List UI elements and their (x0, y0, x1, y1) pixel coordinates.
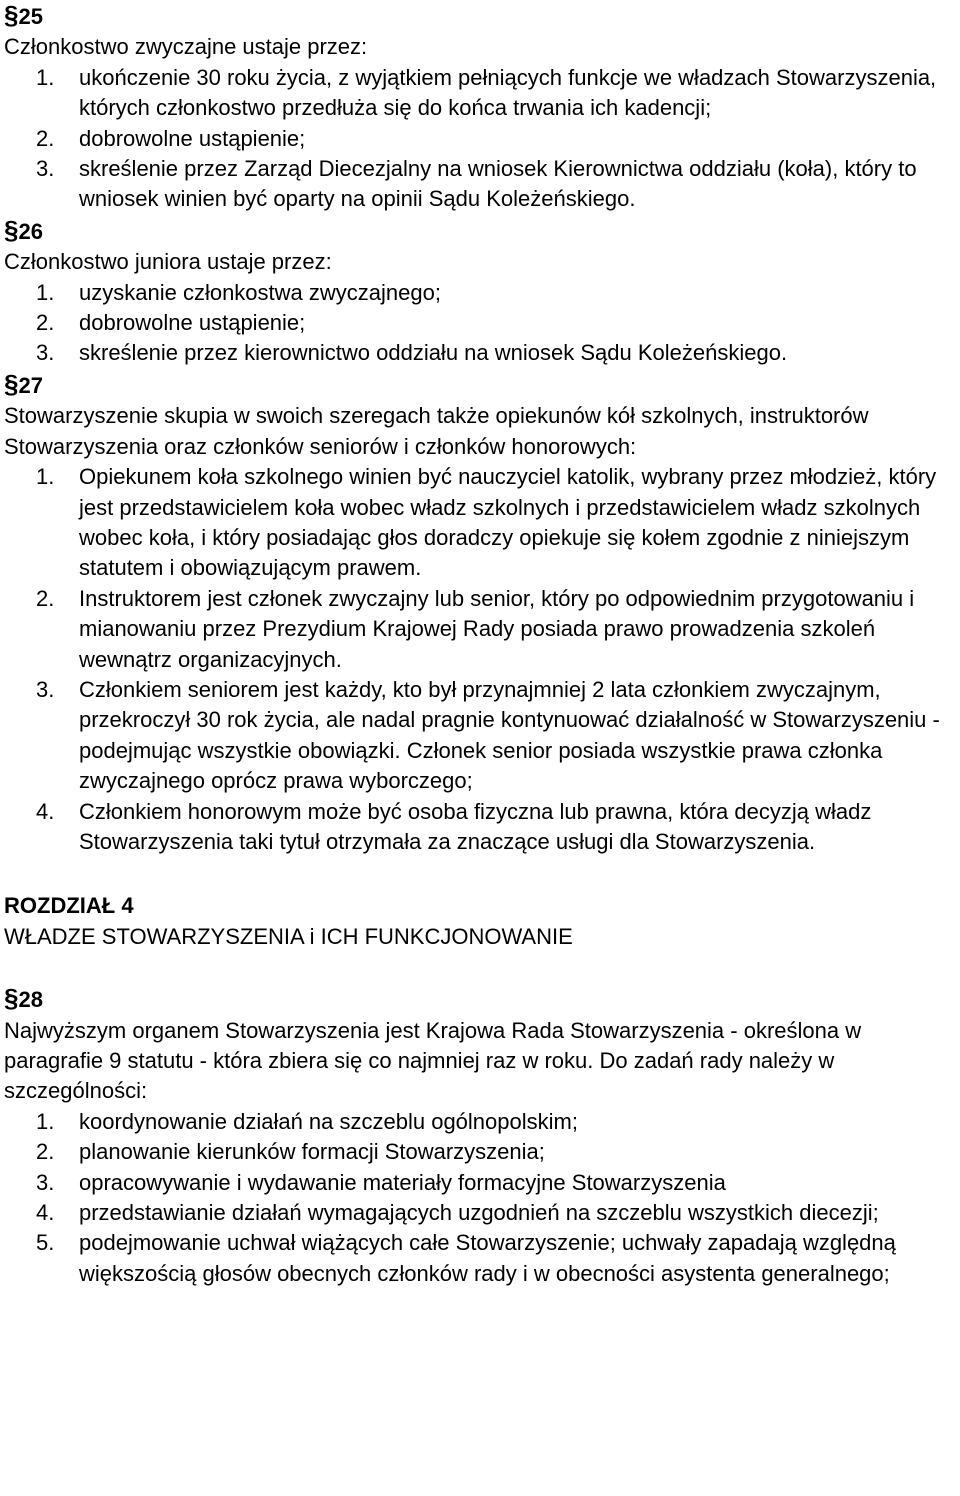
item-number: 1. (36, 464, 55, 490)
item-number: 3. (36, 676, 55, 702)
section-number: 25 (18, 4, 43, 29)
chapter-title: ROZDZIAŁ 4 (4, 893, 134, 919)
section-heading (4, 983, 954, 1015)
item-number: 1. (36, 279, 55, 305)
item-number: 4. (36, 798, 55, 824)
item-number: 3. (36, 156, 55, 182)
list-item (4, 1198, 954, 1228)
section-26 (4, 215, 954, 369)
list-item (4, 338, 954, 368)
item-text: skreślenie przez Zarząd Diecezjalny na wniosek Kierownictwa oddziału (koła), który to wniosek winien być oparty na opinii Sądu Koleżeńskiego. (79, 156, 917, 212)
section-number: 26 (18, 218, 43, 244)
list-item (4, 797, 954, 858)
item-list (4, 462, 954, 857)
item-text: dobrowolne ustąpienie; (79, 125, 306, 151)
list-item (4, 1168, 954, 1198)
item-text: Instruktorem jest członek zwyczajny lub senior, który po odpowiednim przygotowaniu i mianowaniu przez Prezydium Krajowej Rady posiada prawo prowadzenia szkoleń wewnątrz organizacyjnych. (79, 585, 915, 672)
section-sign: § (4, 983, 19, 1014)
list-item (4, 462, 954, 584)
list-item (4, 63, 954, 124)
item-number: 1. (36, 1108, 55, 1134)
item-number: 1. (36, 64, 55, 90)
section-25 (4, 0, 954, 215)
item-list (4, 1107, 954, 1289)
item-text: opracowywanie i wydawanie materiały formacyjne Stowarzyszenia (79, 1169, 726, 1195)
section-28 (4, 983, 954, 1289)
item-text: Członkiem seniorem jest każdy, kto był przynajmniej 2 lata członkiem zwyczajnym, przekroczył 30 rok życia, ale nadal pragnie kontynuować działalność w Stowarzyszeniu - podejmując wszystkie obowiązki. Członek senior posiada wszystkie prawa członka zwyczajnego oprócz prawa wyborczego; (79, 676, 940, 794)
list-item (4, 1107, 954, 1137)
list-item (4, 124, 954, 154)
document-page (4, 0, 954, 1289)
section-sign: § (4, 0, 19, 30)
spacer (4, 952, 954, 983)
item-number: 2. (36, 310, 55, 336)
list-item (4, 308, 954, 338)
section-intro: Członkostwo juniora ustaje przez: (4, 249, 332, 275)
item-number: 4. (36, 1200, 55, 1226)
item-number: 2. (36, 585, 55, 611)
item-number: 3. (36, 340, 55, 366)
list-item (4, 584, 954, 675)
item-list (4, 278, 954, 369)
spacer (4, 857, 954, 891)
list-item (4, 154, 954, 215)
item-text: Opiekunem koła szkolnego winien być nauczyciel katolik, wybrany przez młodzież, który jest przedstawicielem koła wobec władz szkolnych i przedstawicielem władz szkolnych wobec koła, i który posiadając głos doradczy opiekuje się kołem zgodnie z niniejszym statutem i obowiązującym prawem. (79, 464, 937, 581)
section-number: 27 (18, 372, 43, 398)
section-heading (4, 215, 954, 247)
item-list (4, 63, 954, 215)
section-intro: Stowarzyszenie skupia w swoich szeregach także opiekunów kół szkolnych, instruktorów Stowarzyszenia oraz członków seniorów i członków honorowych: (4, 403, 869, 459)
section-intro: Członkostwo zwyczajne ustaje przez: (4, 34, 368, 60)
section-sign: § (4, 368, 19, 399)
item-number: 2. (36, 1139, 55, 1165)
item-number: 5. (36, 1230, 55, 1256)
item-number: 2. (36, 125, 55, 151)
list-item (4, 1137, 954, 1167)
chapter-subtitle: WŁADZE STOWARZYSZENIA i ICH FUNKCJONOWANIE (4, 923, 573, 949)
item-text: podejmowanie uchwał wiążących całe Stowarzyszenie; uchwały zapadają względną większością głosów obecnych członków rady i w obecności asystenta generalnego; (79, 1230, 896, 1286)
section-sign: § (4, 214, 19, 245)
list-item (4, 675, 954, 797)
item-text: uzyskanie członkostwa zwyczajnego; (79, 279, 441, 305)
section-heading (4, 369, 954, 401)
section-number: 28 (18, 987, 43, 1013)
item-number: 3. (36, 1169, 55, 1195)
item-text: dobrowolne ustąpienie; (79, 310, 306, 336)
chapter-heading (4, 891, 954, 952)
item-text: koordynowanie działań na szczeblu ogólnopolskim; (79, 1108, 578, 1134)
list-item (4, 1228, 954, 1289)
section-27 (4, 369, 954, 858)
item-text: przedstawianie działań wymagających uzgodnień na szczeblu wszystkich diecezji; (79, 1200, 879, 1226)
item-text: planowanie kierunków formacji Stowarzyszenia; (79, 1139, 545, 1165)
item-text: Członkiem honorowym może być osoba fizyczna lub prawna, która decyzją władz Stowarzyszenia taki tytuł otrzymała za znaczące usługi dla Stowarzyszenia. (79, 798, 872, 854)
section-heading (4, 0, 954, 32)
list-item (4, 278, 954, 308)
section-intro: Najwyższym organem Stowarzyszenia jest Krajowa Rada Stowarzyszenia - określona w paragrafie 9 statutu - która zbiera się co najmniej raz w roku. Do zadań rady należy w szczególności: (4, 1017, 862, 1104)
item-text: skreślenie przez kierownictwo oddziału na wniosek Sądu Koleżeńskiego. (79, 340, 788, 366)
item-text: ukończenie 30 roku życia, z wyjątkiem pełniących funkcje we władzach Stowarzyszenia, których członkostwo przedłuża się do końca trwania ich kadencji; (79, 64, 937, 121)
